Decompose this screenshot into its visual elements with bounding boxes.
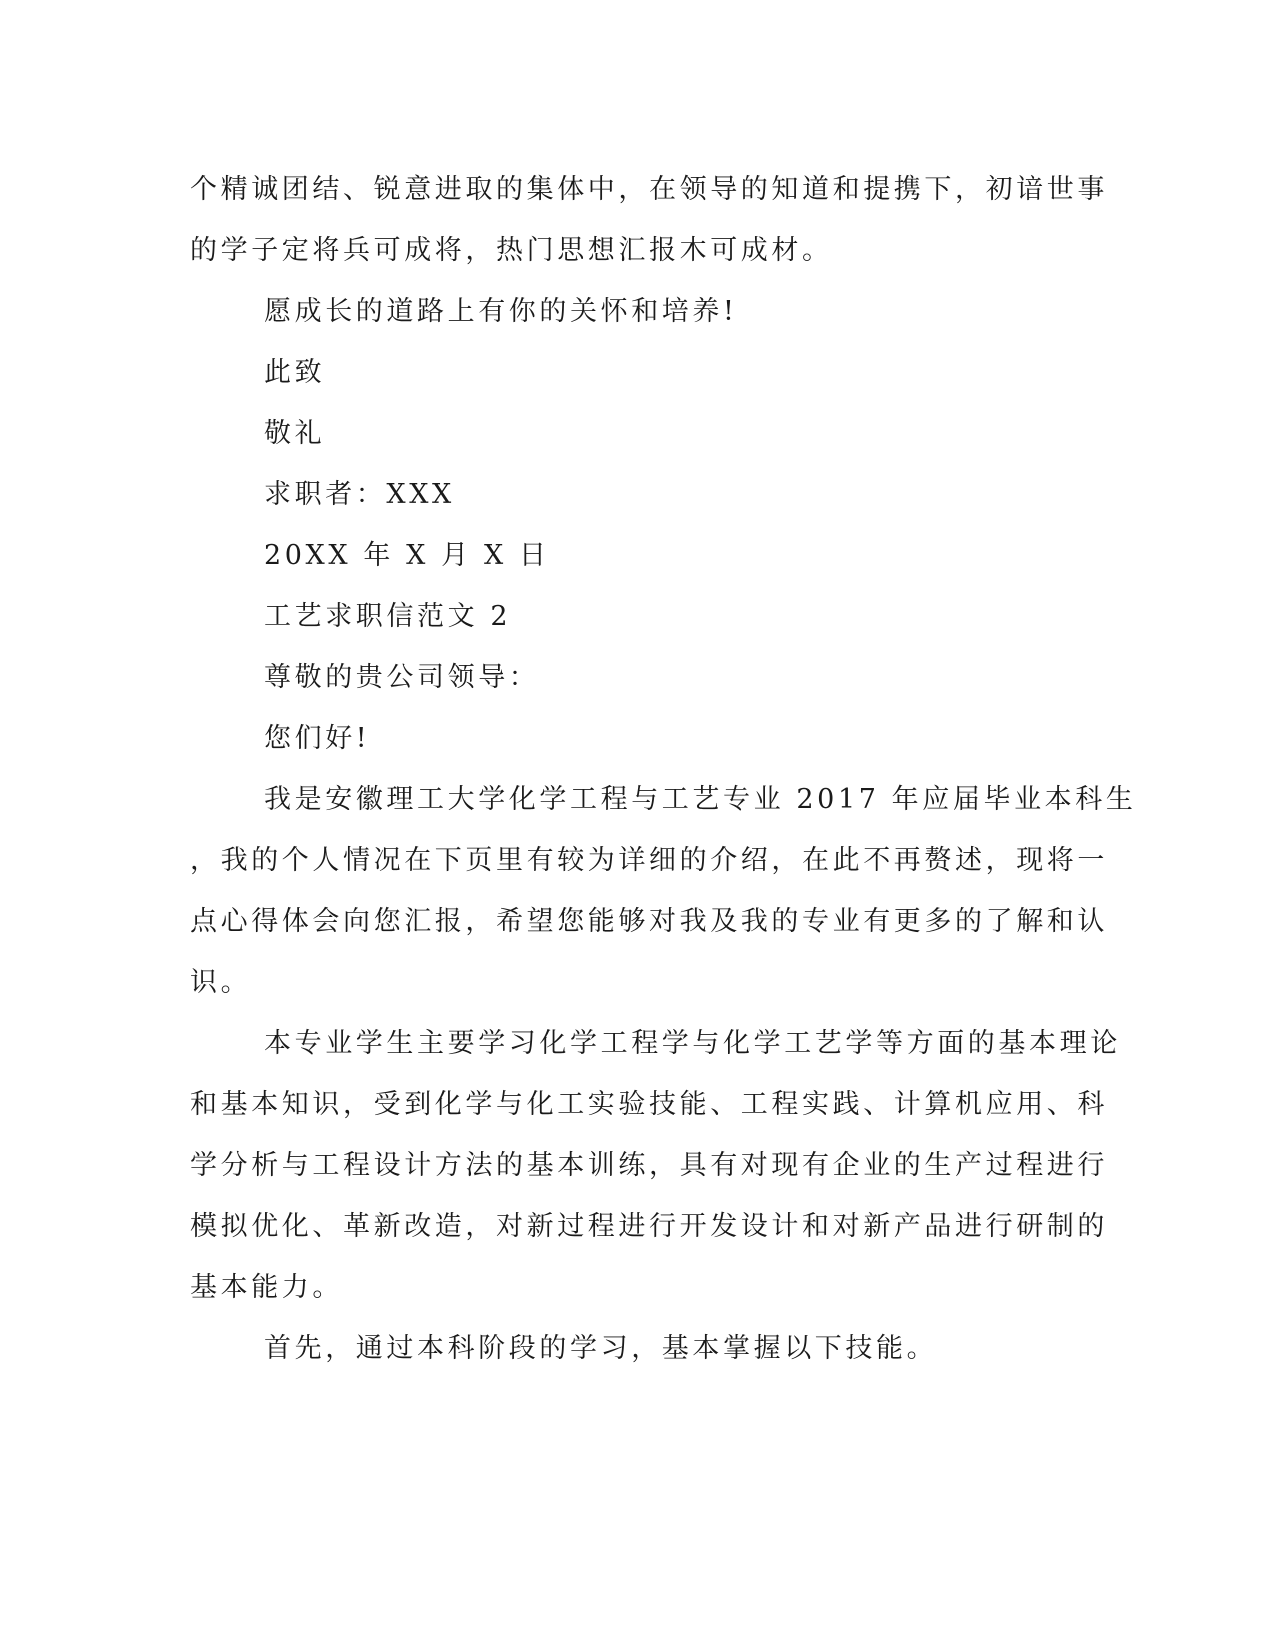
text-line: 本专业学生主要学习化学工程学与化学工艺学等方面的基本理论	[264, 1028, 1121, 1059]
text-line: 我是安徽理工大学化学工程与工艺专业 2017 年应届毕业本科生	[264, 784, 1137, 815]
closing-regards: 敬礼	[264, 418, 326, 449]
text-line: 模拟优化、革新改造，对新过程进行开发设计和对新产品进行研制的	[190, 1211, 1108, 1242]
text-line: 首先，通过本科阶段的学习，基本掌握以下技能。	[264, 1333, 938, 1364]
signature-line: 求职者：XXX	[264, 479, 455, 510]
text-line: 识。	[190, 967, 252, 998]
text-line: 和基本知识，受到化学与化工实验技能、工程实践、计算机应用、科	[190, 1089, 1108, 1120]
text-line: 个精诚团结、锐意进取的集体中，在领导的知道和提携下，初谙世事	[190, 174, 1108, 205]
greeting-line: 尊敬的贵公司领导：	[264, 662, 540, 693]
date-line: 20XX 年 X 月 X 日	[264, 540, 550, 571]
closing-salutation: 此致	[264, 357, 326, 388]
text-line: 愿成长的道路上有你的关怀和培养!	[264, 296, 738, 327]
text-line: 基本能力。	[190, 1272, 343, 1303]
greeting-line: 您们好!	[264, 723, 371, 754]
text-line: 学分析与工程设计方法的基本训练，具有对现有企业的生产过程进行	[190, 1150, 1108, 1181]
section-title: 工艺求职信范文 2	[264, 601, 512, 632]
text-line: ，我的个人情况在下页里有较为详细的介绍，在此不再赘述，现将一	[190, 845, 1108, 876]
text-line: 点心得体会向您汇报，希望您能够对我及我的专业有更多的了解和认	[190, 906, 1108, 937]
text-line: 的学子定将兵可成将，热门思想汇报木可成材。	[190, 235, 833, 266]
